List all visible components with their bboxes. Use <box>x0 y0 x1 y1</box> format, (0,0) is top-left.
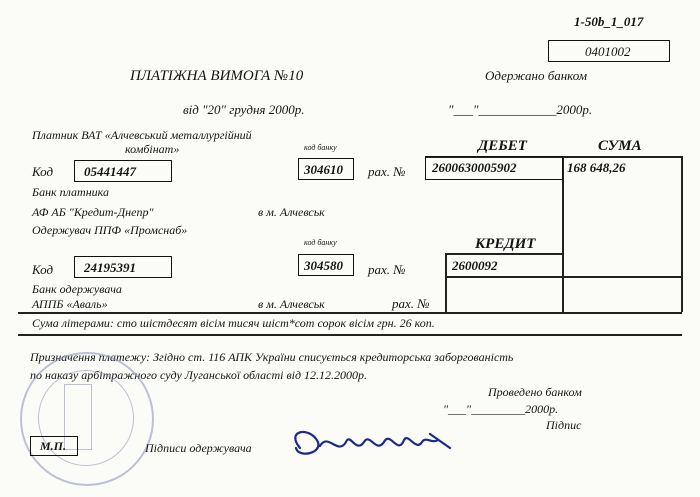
form-title: ПЛАТІЖНА ВИМОГА №10 <box>130 68 304 84</box>
recipient-code-label: Код <box>32 262 54 277</box>
debit-header: ДЕБЕТ <box>478 138 527 154</box>
processed-date: "___"_________2000р. <box>443 402 559 416</box>
payer-bank-city: в м. Алчевськ <box>258 205 325 219</box>
bank-signature-label: Підпис <box>546 418 582 432</box>
form-code: 0401002 <box>585 44 631 59</box>
credit-header: КРЕДИТ <box>475 236 536 252</box>
sum-in-words: Сума літерами: сто шістдесят вісім тисяч шіст*сот сорок вісім грн. 26 коп. <box>32 316 435 330</box>
debit-account: 2600630005902 <box>432 160 517 175</box>
credit-row-line <box>445 276 681 278</box>
recipient-code: 24195391 <box>84 260 136 275</box>
payer-bank-code: 304610 <box>304 162 343 177</box>
document-date: від "20" грудня 2000р. <box>183 102 305 117</box>
recipient-bank-label: Банк одержувача <box>32 282 122 296</box>
received-by-bank-label: Одержано банком <box>485 68 588 83</box>
round-stamp <box>20 352 154 486</box>
sum-header: СУМА <box>598 138 642 154</box>
bank-received-date: "___"____________2000р. <box>448 102 593 117</box>
payer-name-line2: комбінат» <box>125 142 180 156</box>
recipient-account-label: рах. № <box>368 262 406 277</box>
recipient-bank-city: в м. Алчевськ <box>258 297 325 311</box>
table-right-border <box>681 156 683 312</box>
recipient-name: Одержувач ППФ «Промснаб» <box>32 223 188 237</box>
recipient-bank-name: АППБ «Аваль» <box>32 297 108 311</box>
payer-bank-name: АФ АБ "Кредит-Днепр" <box>32 205 154 219</box>
stamp-place-label: М.П. <box>40 439 67 453</box>
recipient-bank-code-label: код банку <box>304 238 337 247</box>
payment-purpose-line1: Призначення платежу: Згідно ст. 116 АПК України списується кредиторська заборгованість <box>30 350 514 364</box>
payer-bank-code-label: код банку <box>304 143 337 152</box>
sum-words-bottom-line <box>18 334 682 336</box>
payer-account-label: рах. № <box>368 164 406 179</box>
credit-header-line <box>445 253 562 255</box>
recipient-bank-code: 304580 <box>304 258 343 273</box>
credit-account: 2600092 <box>452 258 498 273</box>
recipient-account-label-2: рах. № <box>392 296 430 311</box>
handwritten-signature <box>280 418 460 466</box>
credit-left-border <box>445 253 447 312</box>
document-code: 1-50b_1_017 <box>574 14 644 29</box>
recipient-signatures-label: Підписи одержувача <box>145 441 252 455</box>
payer-name-line1: Платник ВАТ «Алчевський металлургійний <box>32 128 252 142</box>
sum-words-top-line <box>18 312 682 314</box>
processed-by-bank-label: Проведено банком <box>488 385 582 399</box>
payer-bank-label: Банк платника <box>32 185 109 199</box>
payer-code-label: Код <box>32 164 54 179</box>
payer-code: 05441447 <box>84 164 136 179</box>
payment-sum: 168 648,26 <box>567 160 626 175</box>
payment-purpose-line2: по наказу арбітражного суду Луганської області від 12.12.2000р. <box>30 368 368 382</box>
